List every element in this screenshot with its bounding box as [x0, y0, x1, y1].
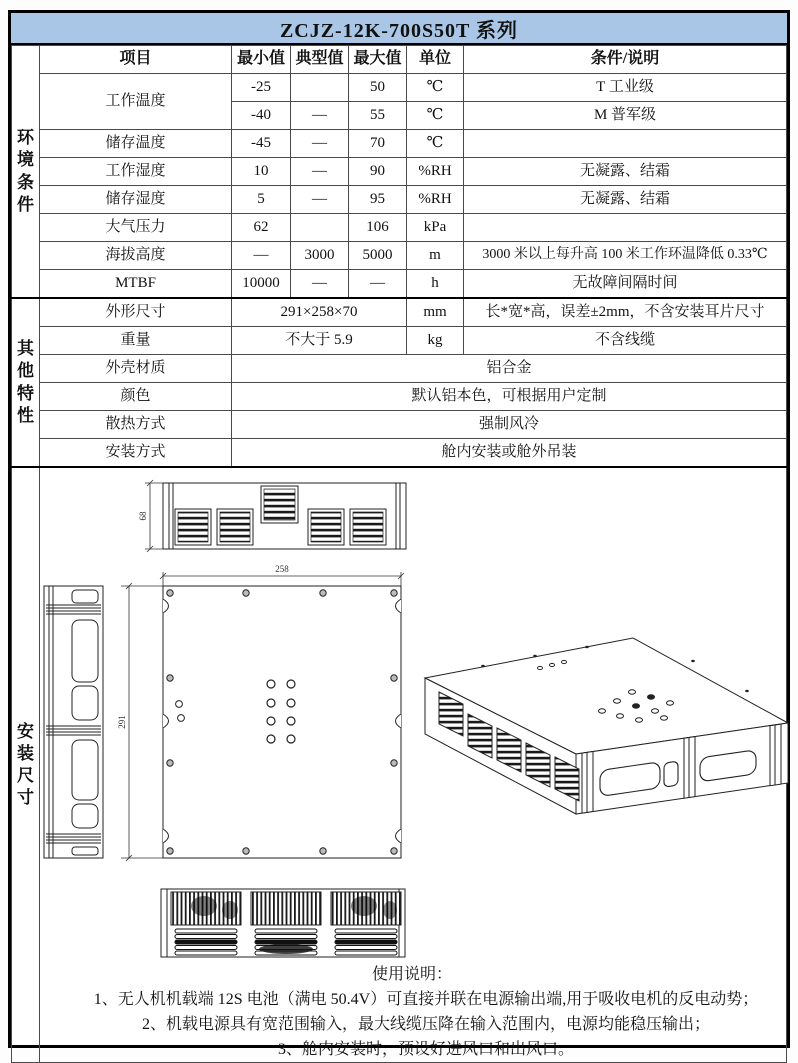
other-row	[12, 439, 787, 468]
cell-item: 外形尺寸	[40, 298, 232, 327]
mechanical-drawings	[42, 468, 786, 958]
env-row	[12, 242, 787, 270]
group-cell-other	[12, 298, 40, 467]
cell-item: 重量	[40, 327, 232, 355]
cell-typ	[291, 74, 349, 102]
cell-min: 10000	[232, 270, 291, 299]
cell-value: 舱内安装或舱外吊装	[232, 439, 787, 468]
spec-table	[11, 45, 787, 1063]
env-row	[12, 158, 787, 186]
cell-max: 5000	[349, 242, 407, 270]
column-header-unit: 单位	[407, 46, 464, 74]
env-row	[12, 186, 787, 214]
usage-notes-heading: 使用说明：	[371, 966, 452, 983]
front-view-drawing	[138, 480, 406, 552]
top-view-drawing	[117, 564, 404, 861]
env-row	[12, 74, 787, 102]
cell-typ: —	[291, 186, 349, 214]
isometric-view-drawing	[425, 638, 788, 814]
other-row	[12, 327, 787, 355]
cell-min: 62	[232, 214, 291, 242]
other-row	[12, 411, 787, 439]
cell-unit: %RH	[407, 186, 464, 214]
cell-min: —	[232, 242, 291, 270]
cell-item: 海拔高度	[40, 242, 232, 270]
column-header-typ: 典型值	[291, 46, 349, 74]
cell-cond: 无故障间隔时间	[464, 270, 787, 299]
cell-cond: 长*宽*高，误差±2mm，不含安装耳片尺寸	[464, 298, 787, 327]
usage-note-line: 3、舱内安装时，预设好进风口和出风口。	[277, 1041, 574, 1058]
usage-note-line: 2、机载电源具有宽范围输入，最大线缆压降在输入范围内，电源均能稳压输出；	[141, 1016, 710, 1033]
cell-min: 10	[232, 158, 291, 186]
cell-cond: 无凝露、结霜	[464, 186, 787, 214]
cell-value: 291×258×70	[232, 298, 407, 327]
cell-typ: —	[291, 270, 349, 299]
cell-min: 5	[232, 186, 291, 214]
cell-unit: h	[407, 270, 464, 299]
document-frame	[8, 10, 790, 1058]
cell-unit: m	[407, 242, 464, 270]
cell-max: 50	[349, 74, 407, 102]
cell-item: 安装方式	[40, 439, 232, 468]
cell-typ: —	[291, 158, 349, 186]
rear-view-drawing	[161, 889, 405, 957]
cell-cond: M 普军级	[464, 102, 787, 130]
cell-cond	[464, 214, 787, 242]
cell-typ: 3000	[291, 242, 349, 270]
cell-item: 大气压力	[40, 214, 232, 242]
cell-min: -45	[232, 130, 291, 158]
cell-typ	[291, 214, 349, 242]
cell-unit: ℃	[407, 102, 464, 130]
cell-item: 工作温度	[40, 74, 232, 130]
env-row	[12, 214, 787, 242]
installation-drawings-cell	[40, 467, 787, 1063]
usage-notes	[42, 958, 784, 1062]
cell-unit: %RH	[407, 158, 464, 186]
group-label-environment: 环境条件	[16, 128, 34, 214]
group-label-other: 其他特性	[16, 339, 34, 425]
cell-item: 工作湿度	[40, 158, 232, 186]
top-depth-dimension: 291	[117, 715, 127, 729]
cell-max: 90	[349, 158, 407, 186]
cell-max: 95	[349, 186, 407, 214]
side-view-drawing	[44, 586, 103, 858]
other-row	[12, 355, 787, 383]
cell-item: 储存温度	[40, 130, 232, 158]
cell-value: 不大于 5.9	[232, 327, 407, 355]
cell-cond: 3000 米以上每升高 100 米工作环温降低 0.33℃	[464, 242, 787, 270]
cell-typ: —	[291, 102, 349, 130]
cell-item: MTBF	[40, 270, 232, 299]
header-row	[12, 46, 787, 74]
cell-item: 储存湿度	[40, 186, 232, 214]
cell-cond	[464, 130, 787, 158]
column-header-item: 项目	[40, 46, 232, 74]
cell-item: 外壳材质	[40, 355, 232, 383]
cell-item: 散热方式	[40, 411, 232, 439]
column-header-max: 最大值	[349, 46, 407, 74]
cell-min: -40	[232, 102, 291, 130]
installation-row	[12, 467, 787, 1063]
cell-max: 55	[349, 102, 407, 130]
column-header-cond: 条件/说明	[464, 46, 787, 74]
front-height-dimension: 68	[138, 511, 148, 521]
group-label-installation: 安装尺寸	[16, 721, 34, 808]
other-row	[12, 298, 787, 327]
group-cell-installation	[12, 467, 40, 1063]
cell-item: 颜色	[40, 383, 232, 411]
cell-cond: 无凝露、结霜	[464, 158, 787, 186]
cell-max: 106	[349, 214, 407, 242]
cell-unit: ℃	[407, 130, 464, 158]
cell-cond: 不含线缆	[464, 327, 787, 355]
group-cell-environment	[12, 46, 40, 299]
cell-min: -25	[232, 74, 291, 102]
cell-unit: mm	[407, 298, 464, 327]
cell-max: —	[349, 270, 407, 299]
cell-unit: kPa	[407, 214, 464, 242]
cell-typ: —	[291, 130, 349, 158]
page-title: ZCJZ-12K-700S50T 系列	[279, 19, 519, 42]
cell-cond: T 工业级	[464, 74, 787, 102]
other-row	[12, 383, 787, 411]
cell-unit: kg	[407, 327, 464, 355]
usage-note-line: 1、无人机机载端 12S 电池（满电 50.4V）可直接并联在电源输出端,用于吸收电机的反电动势；	[93, 991, 759, 1008]
top-width-dimension: 258	[275, 564, 289, 574]
env-row	[12, 130, 787, 158]
cell-unit: ℃	[407, 74, 464, 102]
cell-value: 铝合金	[232, 355, 787, 383]
title-bar	[11, 13, 787, 45]
cell-max: 70	[349, 130, 407, 158]
column-header-min: 最小值	[232, 46, 291, 74]
cell-value: 强制风冷	[232, 411, 787, 439]
env-row	[12, 270, 787, 299]
cell-value: 默认铝本色，可根据用户定制	[232, 383, 787, 411]
